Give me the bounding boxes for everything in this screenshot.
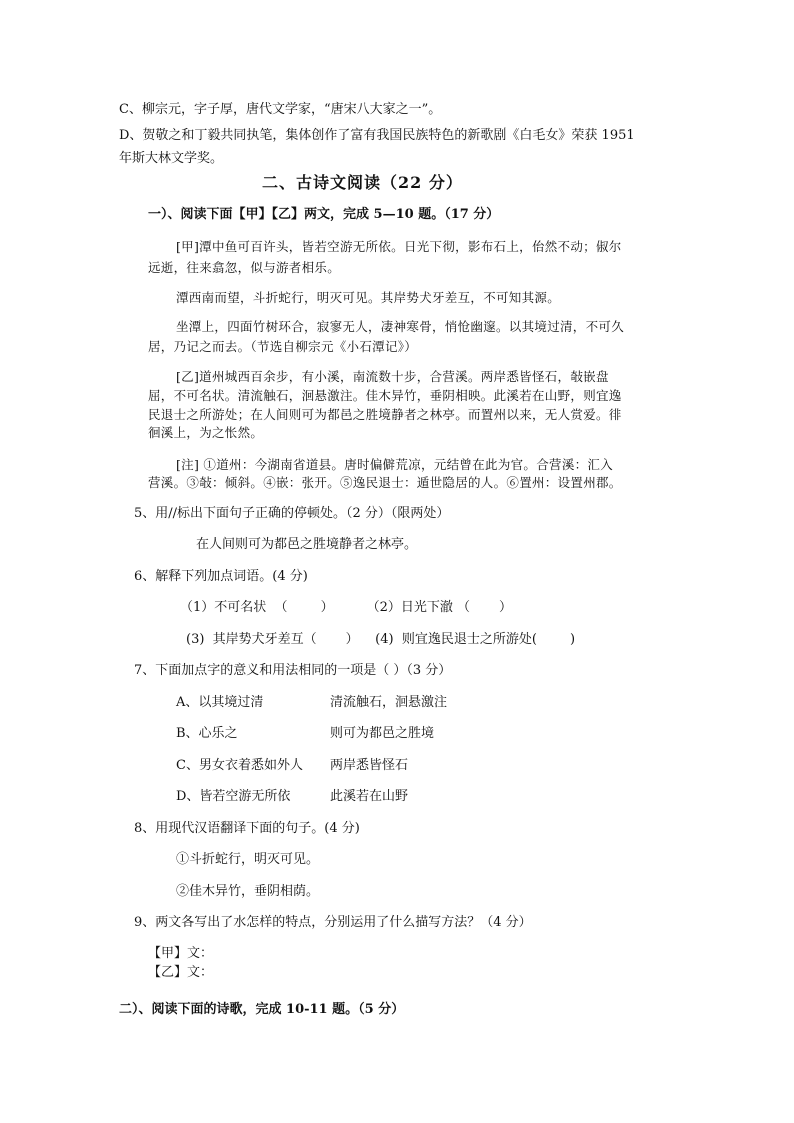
q7-stem: 7、下面加点字的意义和用法相同的一项是（ ）（3 分） bbox=[134, 663, 452, 678]
q8-stem: 8、用现代汉语翻译下面的句子。(4 分) bbox=[134, 821, 360, 836]
q7-option-b-right: 则可为都邑之胜境 bbox=[330, 726, 435, 741]
q6-row2: (3) 其岸势犬牙差互（ ） (4) 则宜逸民退士之所游处( ) bbox=[186, 632, 576, 647]
q5-stem: 5、用//标出下面句子正确的停顿处。（2 分）（限两处） bbox=[134, 506, 450, 521]
part1-heading: 一）、阅读下面【甲】【乙】两文，完成 5—10 题。（17 分） bbox=[148, 207, 500, 222]
passage-line: 坐潭上，四面竹树环合，寂寥无人，凄神寒骨，悄怆幽邃。以其境过清，不可久 bbox=[176, 319, 625, 334]
q8-sentence-2: ②佳木异竹，垂阴相荫。 bbox=[176, 884, 320, 899]
passage-line: 民退士之所游处；在人间则可为都邑之胜境静者之林亭。而置州以来，无人赏爱。徘 bbox=[148, 407, 622, 422]
q7-option-b-left: B、心乐之 bbox=[176, 726, 238, 741]
q6-row1: （1）不可名状 （ ） （2）日光下澈 （ ） bbox=[180, 600, 512, 615]
q9-answer-yi: 【乙】文： bbox=[148, 965, 214, 980]
q9-answer-jia: 【甲】文： bbox=[148, 946, 214, 961]
passage-line: [乙]道州城西百余步，有小溪，南流数十步，合营溪。两岸悉皆怪石，敧嵌盘 bbox=[176, 369, 609, 384]
part2-heading: 二）、阅读下面的诗歌，完成 10-11 题。（5 分） bbox=[119, 1002, 405, 1017]
q7-option-a-left: A、以其境过清 bbox=[176, 695, 264, 710]
option-d-line2: 年斯大林文学奖。 bbox=[119, 151, 224, 166]
q7-option-c-left: C、男女衣着悉如外人 bbox=[176, 758, 303, 773]
q5-sentence: 在人间则可为都邑之胜境静者之林亭。 bbox=[196, 537, 418, 552]
note-line: [注] ①道州：今湖南省道县。唐时偏僻荒凉，元结曾在此为官。合营溪：汇入 bbox=[176, 457, 614, 472]
passage-line: 远逝，往来翕忽，似与游者相乐。 bbox=[148, 260, 341, 275]
q7-option-d-left: D、皆若空游无所依 bbox=[176, 789, 291, 804]
option-d-line1: D、贺敬之和丁毅共同执笔，集体创作了富有我国民族特色的新歌剧《白毛女》荣获 1951 bbox=[119, 128, 635, 143]
q7-option-a-right: 清流触石，洄悬激注 bbox=[330, 695, 448, 710]
section-title: 二、古诗文阅读（22 分） bbox=[262, 173, 463, 192]
note-line: 营溪。③敧：倾斜。④嵌：张开。⑤逸民退士：遁世隐居的人。⑥置州：设置州郡。 bbox=[148, 475, 622, 490]
q8-sentence-1: ①斗折蛇行，明灭可见。 bbox=[176, 852, 320, 867]
passage-line: 屈，不可名状。清流触石，洄悬激注。佳木异竹，垂阴相映。此溪若在山野，则宜逸 bbox=[148, 388, 622, 403]
q7-option-c-right: 两岸悉皆怪石 bbox=[330, 758, 409, 773]
passage-line: 居，乃记之而去。（节选自柳宗元《小石潭记》） bbox=[148, 339, 418, 354]
passage-line: 徊溪上，为之怅然。 bbox=[148, 425, 264, 440]
q6-stem: 6、解释下列加点词语。(4 分) bbox=[134, 569, 308, 584]
passage-line: [甲]潭中鱼可百许头，皆若空游无所依。日光下彻，影布石上，佁然不动；俶尔 bbox=[176, 239, 622, 254]
passage-line: 潭西南而望，斗折蛇行，明灭可见。其岸势犬牙差互，不可知其源。 bbox=[176, 290, 561, 305]
q9-stem: 9、两文各写出了水怎样的特点，分别运用了什么描写方法？（4 分） bbox=[134, 915, 532, 930]
option-c: C、柳宗元，字子厚，唐代文学家，“唐宋八大家之一”。 bbox=[119, 102, 442, 117]
q7-option-d-right: 此溪若在山野 bbox=[330, 789, 409, 804]
